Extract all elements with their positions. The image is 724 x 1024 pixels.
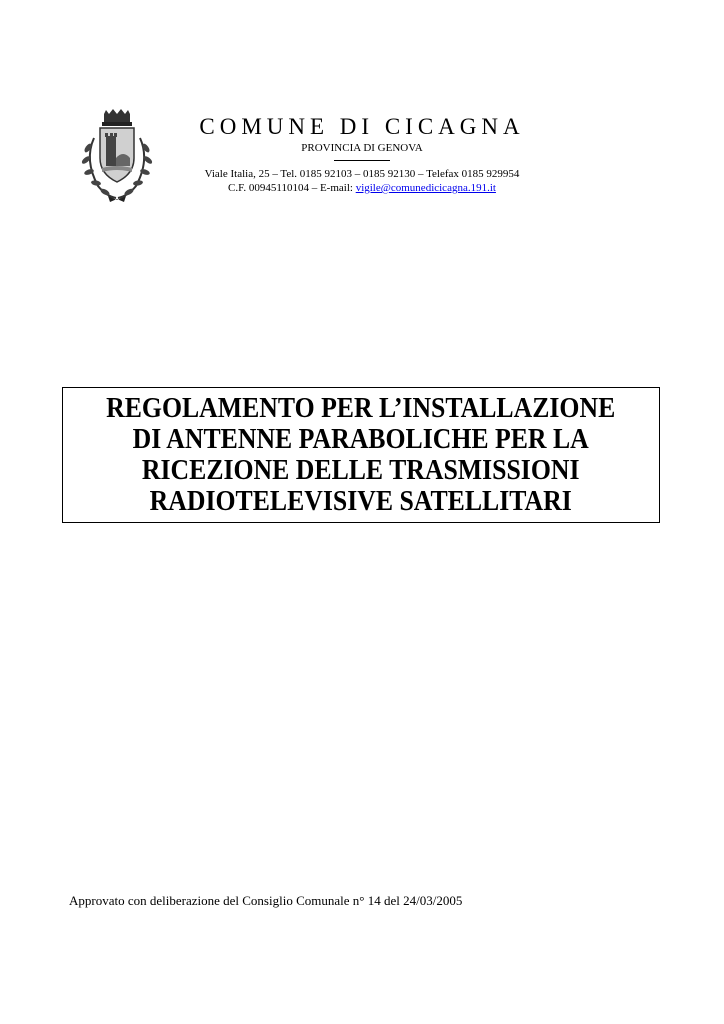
address-line: Viale Italia, 25 – Tel. 0185 92103 – 0185 92130 – Telefax 0185 929954: [204, 168, 520, 180]
letterhead: [180, 114, 544, 195]
fiscal-code-line: [180, 181, 544, 195]
email-link[interactable]: vigile@comunedicicagna.191.it: [355, 182, 496, 194]
province-name: PROVINCIA DI GENOVA: [301, 142, 423, 154]
header-divider: [334, 160, 390, 161]
coat-of-arms-icon: [76, 108, 158, 204]
document-title: REGOLAMENTO PER L’INSTALLAZIONE DI ANTENNE PARABOLICHE PER LA RICEZIONE DELLE TRASMISSIONI RADIOTELEVISIVE SATELLITARI: [106, 393, 616, 517]
fiscal-code-text: C.F. 00945110104 – E-mail:: [228, 182, 356, 194]
municipality-name: COMUNE DI CICAGNA: [199, 114, 525, 139]
document-title-box: [62, 387, 660, 523]
approval-note: Approvato con deliberazione del Consiglio Comunale n° 14 del 24/03/2005: [69, 893, 463, 908]
